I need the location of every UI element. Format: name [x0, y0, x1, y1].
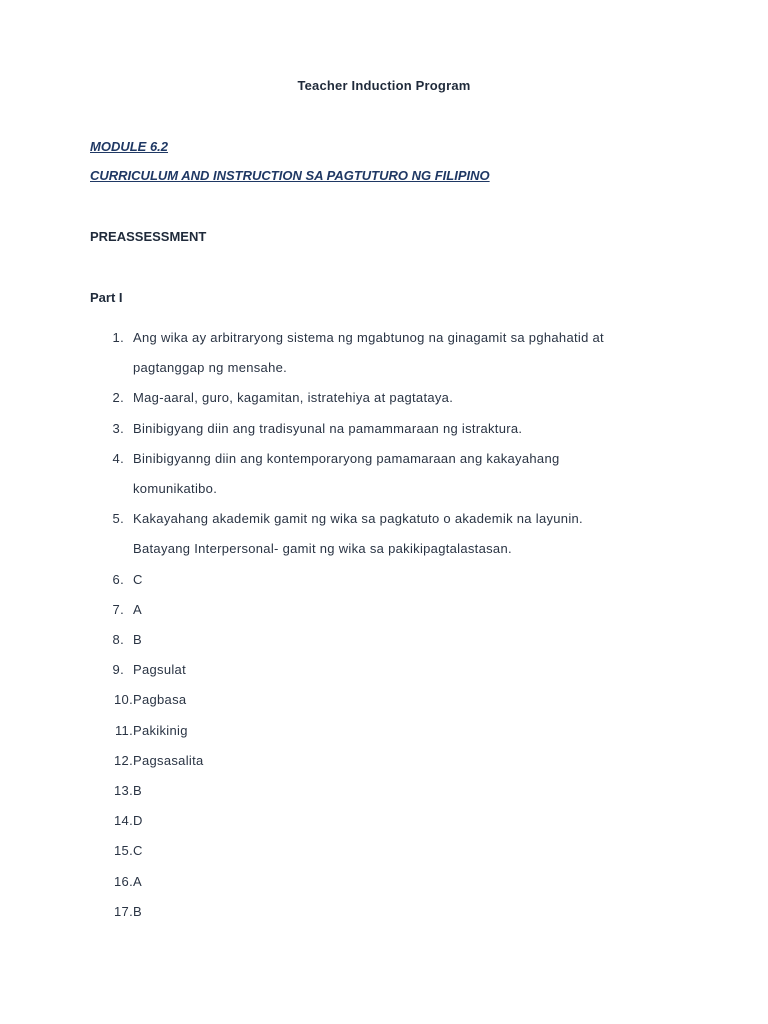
list-item	[90, 867, 690, 897]
list-item-line: A	[133, 873, 142, 889]
list-item-number: 13.	[114, 783, 133, 799]
module-title: CURRICULUM AND INSTRUCTION SA PAGTUTURO NG FILIPINO	[90, 168, 490, 183]
list-item	[90, 414, 690, 444]
list-item-number: 9.	[112, 662, 124, 678]
list-item-line: Ang wika ay arbitraryong sistema ng mgabtunog na ginagamit sa pghahatid at	[133, 330, 604, 345]
list-item	[90, 746, 690, 776]
list-item-line: Pagsasalita	[133, 752, 204, 768]
list-item-number: 12.	[114, 752, 133, 768]
list-item	[90, 806, 690, 836]
module-code: MODULE 6.2	[90, 139, 169, 154]
list-item-number: 7.	[112, 601, 124, 617]
list-item-number: 3.	[112, 420, 124, 436]
list-item-text	[133, 776, 690, 806]
list-item-line: Batayang Interpersonal- gamit ng wika sa pakikipagtalastasan.	[133, 541, 512, 557]
list-item	[90, 323, 690, 383]
list-item-text	[133, 685, 690, 715]
list-item	[90, 776, 690, 806]
list-item-number: 6.	[112, 571, 124, 587]
list-item	[90, 504, 690, 564]
list-item-line: Pagbasa	[133, 692, 187, 708]
list-item-number: 1.	[112, 330, 124, 345]
list-item-text	[133, 383, 690, 413]
list-item-text	[133, 323, 690, 383]
list-item-number: 16.	[114, 873, 133, 889]
list-item-line: C	[133, 571, 143, 587]
list-item	[90, 444, 690, 504]
list-item	[90, 383, 690, 413]
list-item-line: C	[133, 843, 143, 859]
list-item	[90, 595, 690, 625]
part-heading: Part I	[90, 290, 123, 305]
list-item-text	[133, 565, 690, 595]
list-item-text	[133, 897, 690, 927]
answer-list	[90, 323, 690, 927]
list-item-line: Binibigyang diin ang tradisyunal na pamammaraan ng istraktura.	[133, 420, 523, 436]
list-item	[90, 716, 690, 746]
list-item-text	[133, 625, 690, 655]
list-item-line: A	[133, 601, 142, 617]
list-item	[90, 655, 690, 685]
list-item-line: Kakayahang akademik gamit ng wika sa pagkatuto o akademik na layunin.	[133, 511, 583, 527]
list-item-line: B	[133, 632, 142, 648]
list-item-text	[133, 836, 690, 866]
list-item-text	[133, 444, 690, 504]
list-item-line: B	[133, 903, 142, 919]
list-item	[90, 897, 690, 927]
list-item-text	[133, 806, 690, 836]
list-item	[90, 685, 690, 715]
list-item-line: pagtanggap ng mensahe.	[133, 360, 288, 376]
list-item	[90, 565, 690, 595]
list-item-text	[133, 414, 690, 444]
list-item-line: B	[133, 783, 142, 799]
list-item-line: Binibigyanng diin ang kontemporaryong pamamaraan ang kakayahang	[133, 450, 560, 466]
list-item-text	[133, 746, 690, 776]
list-item-text	[133, 716, 690, 746]
list-item-line: komunikatibo.	[133, 481, 218, 497]
list-item-number: 5.	[112, 511, 124, 527]
list-item-number: 11.	[114, 722, 133, 738]
list-item-line: Pakikinig	[133, 722, 188, 738]
list-item-number: 8.	[112, 632, 124, 648]
list-item-number: 2.	[112, 390, 124, 406]
list-item-text	[133, 504, 690, 564]
page-header-title: Teacher Induction Program	[297, 78, 471, 93]
list-item-number: 4.	[112, 450, 124, 466]
section-heading: PREASSESSMENT	[90, 229, 207, 244]
list-item	[90, 625, 690, 655]
list-item-number: 14.	[114, 813, 133, 829]
list-item-number: 15.	[114, 843, 133, 859]
list-item-number: 17.	[114, 903, 133, 919]
list-item-line: Pagsulat	[133, 662, 186, 678]
list-item-text	[133, 595, 690, 625]
list-item-number: 10.	[114, 692, 133, 708]
list-item-line: Mag-aaral, guro, kagamitan, istratehiya at pagtataya.	[133, 390, 454, 406]
list-item	[90, 836, 690, 866]
list-item-line: D	[133, 813, 143, 829]
list-item-text	[133, 655, 690, 685]
list-item-text	[133, 867, 690, 897]
